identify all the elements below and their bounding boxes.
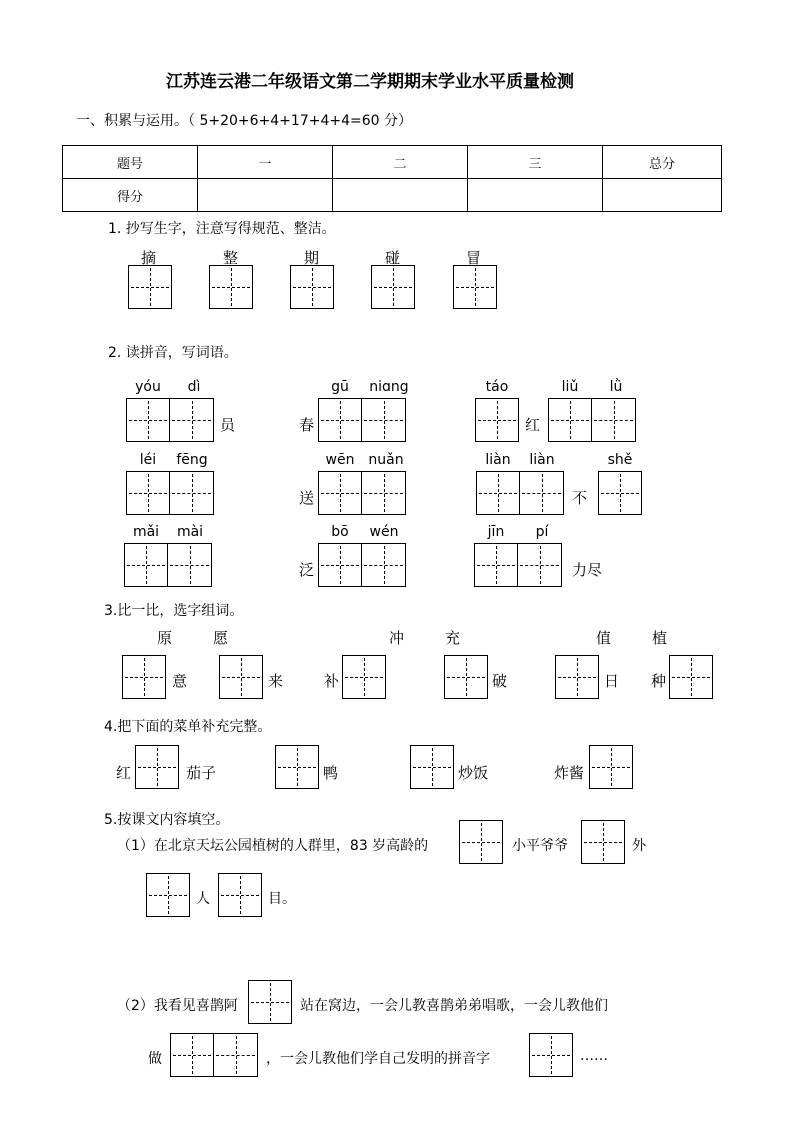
score-input-cell[interactable] <box>468 179 603 212</box>
copy-char: 冒 <box>466 249 482 267</box>
question-5-label: 5.按课文内容填空。 <box>104 812 230 828</box>
writing-grid[interactable] <box>290 265 334 309</box>
writing-grid[interactable] <box>318 543 406 587</box>
given-char: 员 <box>220 416 236 434</box>
pinyin: liàn <box>485 452 511 468</box>
writing-grid[interactable] <box>219 655 263 699</box>
writing-grid[interactable] <box>342 655 386 699</box>
copy-char: 整 <box>223 249 239 267</box>
writing-grid[interactable] <box>598 471 642 515</box>
given-char: 炒饭 <box>458 764 489 782</box>
given-char: 红 <box>525 416 541 434</box>
writing-grid[interactable] <box>318 398 406 442</box>
writing-grid[interactable] <box>555 655 599 699</box>
question-4-label: 4.把下面的菜单补充完整。 <box>104 719 272 735</box>
pinyin: bō <box>331 524 349 540</box>
sentence-text: …… <box>580 1048 608 1064</box>
pinyin: liàn <box>529 452 555 468</box>
writing-grid[interactable] <box>453 265 497 309</box>
table-cell: 题号 <box>63 146 198 179</box>
given-char: 破 <box>492 672 508 690</box>
given-char: 力尽 <box>572 561 603 579</box>
question-3-label: 3.比一比，选字组词。 <box>104 603 244 619</box>
given-char: 来 <box>268 672 284 690</box>
pinyin: nuǎn <box>368 452 404 468</box>
writing-grid[interactable] <box>548 398 636 442</box>
sentence-text: 站在窝边，一会儿教喜鹊弟弟唱歌，一会儿教他们 <box>300 998 608 1014</box>
writing-grid[interactable] <box>475 398 519 442</box>
pinyin: léi <box>139 452 157 468</box>
pinyin: wén <box>369 524 399 540</box>
pinyin: gū <box>331 379 349 395</box>
writing-grid[interactable] <box>146 873 190 917</box>
writing-grid[interactable] <box>122 655 166 699</box>
copy-char: 碰 <box>385 249 401 267</box>
writing-grid[interactable] <box>459 820 503 864</box>
sentence-text: 目。 <box>268 891 296 907</box>
table-row <box>63 179 722 212</box>
table-cell: 一 <box>198 146 333 179</box>
given-char: 意 <box>172 672 188 690</box>
writing-grid[interactable] <box>476 471 564 515</box>
compare-char: 植 <box>652 629 668 647</box>
writing-grid[interactable] <box>124 543 212 587</box>
writing-grid[interactable] <box>128 265 172 309</box>
writing-grid[interactable] <box>589 745 633 789</box>
given-char: 春 <box>299 416 315 434</box>
pinyin: lǜ <box>609 379 623 395</box>
given-char: 种 <box>651 672 667 690</box>
given-char: 茄子 <box>186 764 217 782</box>
given-char: 不 <box>572 489 588 507</box>
compare-char: 充 <box>445 629 461 647</box>
given-char: 红 <box>116 764 132 782</box>
pinyin: liǔ <box>561 379 579 395</box>
writing-grid[interactable] <box>248 980 292 1024</box>
writing-grid[interactable] <box>218 873 262 917</box>
sentence-text: 做 <box>148 1051 162 1067</box>
given-char: 送 <box>299 489 315 507</box>
question-2-label: 2. 读拼音，写词语。 <box>108 345 238 361</box>
compare-char: 冲 <box>389 629 405 647</box>
given-char: 日 <box>604 672 620 690</box>
pinyin: wēn <box>325 452 355 468</box>
given-char: 炸酱 <box>554 764 585 782</box>
pinyin: mài <box>176 524 204 540</box>
score-input-cell[interactable] <box>333 179 468 212</box>
score-input-cell[interactable] <box>198 179 333 212</box>
pinyin: niɑng <box>369 379 409 395</box>
sentence-text: （1）在北京天坛公园植树的人群里，83 岁高龄的 <box>117 838 429 854</box>
pinyin: jīn <box>487 524 505 540</box>
writing-grid[interactable] <box>581 820 625 864</box>
given-char: 补 <box>324 672 340 690</box>
sentence-text: 人 <box>196 891 210 907</box>
writing-grid[interactable] <box>669 655 713 699</box>
score-table <box>62 145 722 212</box>
pinyin: fēng <box>176 452 208 468</box>
writing-grid[interactable] <box>444 655 488 699</box>
score-input-cell[interactable] <box>603 179 722 212</box>
writing-grid[interactable] <box>275 745 319 789</box>
sentence-text: （2）我看见喜鹊阿 <box>117 998 238 1014</box>
sentence-text: ，一会儿教他们学自己发明的拼音字 <box>266 1051 490 1067</box>
table-cell: 总分 <box>603 146 722 179</box>
table-cell: 得分 <box>63 179 198 212</box>
given-char: 鸭 <box>323 764 339 782</box>
writing-grid[interactable] <box>529 1033 573 1077</box>
compare-char: 愿 <box>213 629 229 647</box>
question-1-label: 1. 抄写生字，注意写得规范、整洁。 <box>108 221 336 237</box>
sentence-text: 小平爷爷 <box>512 838 568 854</box>
writing-grid[interactable] <box>126 398 214 442</box>
table-cell: 三 <box>468 146 603 179</box>
writing-grid[interactable] <box>474 543 562 587</box>
section-heading: 一、积累与运用。（ 5+20+6+4+17+4+4=60 分） <box>76 113 412 129</box>
page-title: 江苏连云港二年级语文第二学期期末学业水平质量检测 <box>166 72 574 92</box>
pinyin: shě <box>607 452 633 468</box>
writing-grid[interactable] <box>170 1033 258 1077</box>
copy-char: 期 <box>304 249 320 267</box>
given-char: 泛 <box>299 561 315 579</box>
writing-grid[interactable] <box>410 745 454 789</box>
sentence-text: 外 <box>632 838 646 854</box>
pinyin: pí <box>535 524 549 540</box>
pinyin: mǎi <box>132 524 160 540</box>
writing-grid[interactable] <box>209 265 253 309</box>
table-cell: 二 <box>333 146 468 179</box>
compare-char: 值 <box>596 629 612 647</box>
writing-grid[interactable] <box>371 265 415 309</box>
writing-grid[interactable] <box>126 471 214 515</box>
pinyin: dì <box>187 379 201 395</box>
writing-grid[interactable] <box>318 471 406 515</box>
table-row <box>63 146 722 179</box>
pinyin: yóu <box>135 379 161 395</box>
writing-grid[interactable] <box>135 745 179 789</box>
compare-char: 原 <box>157 629 173 647</box>
copy-char: 摘 <box>141 249 157 267</box>
pinyin: táo <box>485 379 509 395</box>
